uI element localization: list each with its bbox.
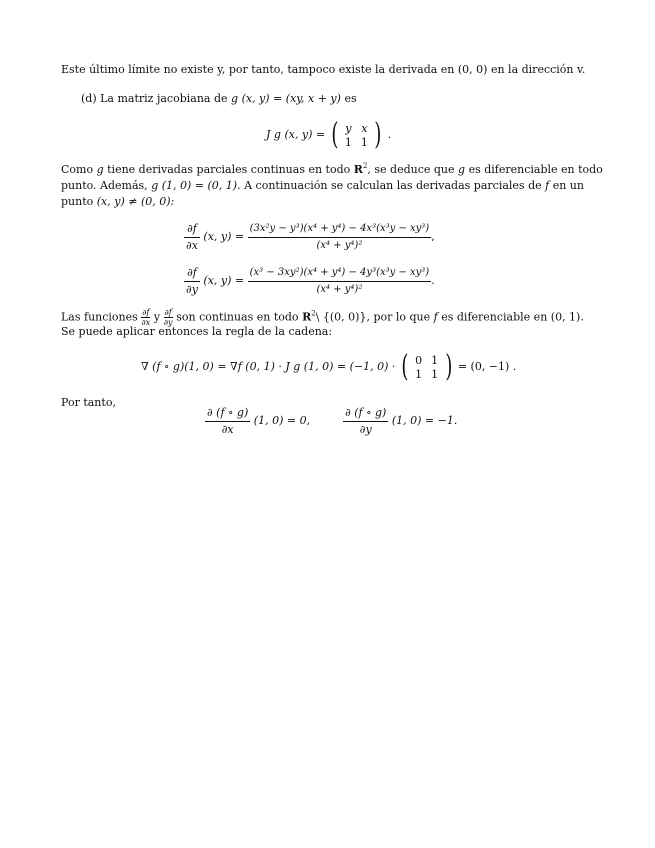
equation-args: (x, y) = [203, 230, 245, 243]
inline-derivative-y: $\frac{\partial f}{\partial y}$ [163, 308, 173, 327]
text: \ {(0, 0)}, por lo que [315, 310, 431, 324]
chain-rule-lhs: ∇ (f ∘ g)(1, 0) = ∇f (0, 1) · J g (1, 0) = (−1, 0) · [141, 360, 396, 373]
paragraph-differentiable-line3 [61, 195, 174, 209]
equation-end: , [431, 230, 435, 243]
jacobian-matrix-at-point: ( 0 1 1 1 ) [401, 349, 452, 384]
text: y [153, 310, 161, 324]
symbol-g: g [96, 163, 104, 176]
equation-end: . [387, 128, 392, 141]
symbol-g: g [458, 163, 466, 176]
symbol-f: f [545, 179, 550, 192]
item-text: La matriz jacobiana de [100, 92, 228, 105]
text: , se deduce que [367, 163, 455, 176]
text: tiene derivadas parciales continuas en todo [107, 163, 351, 176]
final-value-y: (1, 0) = −1. [391, 414, 458, 427]
matrix-cell: 1 [344, 135, 352, 149]
derivative-symbol: $\frac{\partial f}{\partial y}$ [186, 265, 198, 296]
item-d-line [81, 92, 357, 106]
matrix-cell: 1 [360, 135, 368, 149]
text: son continuas en todo [176, 310, 299, 324]
text: es diferenciable en (0, 1). [441, 310, 584, 324]
math-g-value: g (1, 0) = (0, 1). [151, 179, 241, 192]
equation-fraction: $\frac{\text{(x³ − 3xy²)(x⁴ + y⁴) − 4y³(x³y − xy³)}}{\text{(x⁴ + y⁴)²}}$ [249, 266, 430, 295]
paragraph-therefore: Por tanto, [61, 396, 116, 409]
math-point: (x, y) ≠ (0, 0): [96, 195, 175, 208]
equation-jacobian [266, 116, 391, 154]
symbol-reals: R [353, 163, 363, 176]
equation-final [205, 404, 457, 438]
matrix-cell: 1 [431, 353, 439, 367]
text: A continuación se calculan las derivadas parciales de [244, 179, 542, 192]
equation-chain-rule [141, 348, 516, 386]
superscript: 2 [311, 309, 316, 318]
function-g-definition: g (x, y) = (xy, x + y) [231, 92, 341, 105]
symbol-reals: R [302, 310, 312, 324]
matrix-cell: y [345, 121, 352, 135]
jacobian-lhs: J g (x, y) = [266, 128, 326, 141]
text: es diferenciable en todo [468, 163, 603, 176]
jacobian-matrix: ( y x 1 1 ) [331, 117, 382, 152]
equation-end: . [431, 274, 435, 287]
paragraph-differentiable-line1 [61, 163, 603, 177]
matrix-cell: 0 [415, 353, 423, 367]
paragraph-limit-conclusion: Este último límite no existe y, por tanto, tampoco existe la derivada en (0, 0) en la dirección v. [61, 63, 586, 76]
paragraph-chain-line1 [61, 308, 584, 326]
chain-rule-rhs: = (0, −1) . [457, 360, 517, 373]
symbol-f: f [433, 310, 438, 324]
equation-fraction: $\frac{\text{(3x²y − y³)(x⁴ + y⁴) − 4x³(x³y − xy³)}}{\text{(x⁴ + y⁴)²}}$ [249, 222, 430, 251]
equation-partial-x [184, 220, 435, 254]
text: Como [61, 163, 94, 176]
matrix-cell: x [361, 121, 368, 135]
inline-derivative-x: $\frac{\partial f}{\partial x}$ [141, 308, 151, 327]
text: punto. Además, [61, 179, 148, 192]
paragraph-chain-line2: Se puede aplicar entonces la regla de la cadena: [61, 325, 333, 338]
text: Las funciones [61, 310, 138, 324]
equation-args: (x, y) = [203, 274, 245, 287]
final-value-x: (1, 0) = 0, [253, 414, 311, 427]
text: punto [61, 195, 94, 208]
matrix-cell: 1 [431, 367, 439, 381]
matrix-cell: 1 [415, 367, 423, 381]
superscript: 2 [362, 162, 368, 170]
text: en un [552, 179, 584, 192]
equation-partial-y [184, 264, 435, 298]
final-derivative-y: $\frac{\partial (f \circ g)}{\partial y}$ [345, 405, 387, 436]
item-label: (d) [81, 92, 97, 105]
item-text-es: es [344, 92, 357, 105]
derivative-symbol: $\frac{\partial f}{\partial x}$ [186, 221, 198, 252]
paragraph-differentiable-line2 [61, 179, 584, 193]
final-derivative-x: $\frac{\partial (f \circ g)}{\partial x}$ [207, 405, 249, 436]
